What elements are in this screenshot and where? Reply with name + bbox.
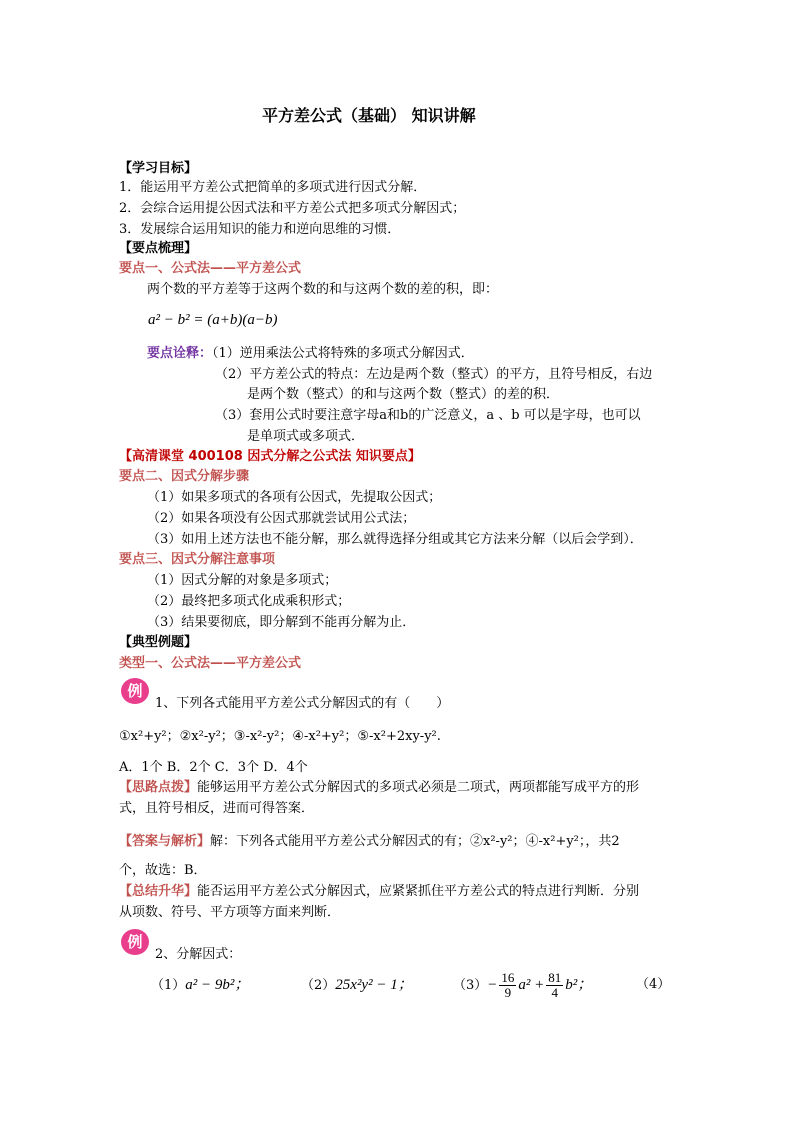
note-label: 要点诠释： (147, 346, 213, 361)
part-term: b²； (565, 977, 593, 993)
examples-header: 【典型例题】 (119, 635, 198, 650)
step-item: （2）如果各项没有公因式那就尝试用公式法； (147, 511, 416, 526)
part-label: （2） (301, 978, 336, 993)
denominator: 9 (504, 985, 512, 1000)
hint-text-b: 式，且符号相反，进而可得答案． (119, 801, 315, 816)
goal-item: 2．会综合运用提公因式法和平方差公式把多项式分解因式； (119, 201, 466, 216)
ex1-items: ①x²+y²；②x²-y²；③-x²-y²；④-x²+y²；⑤-x²+2xy-y². (119, 729, 441, 744)
note-3b: 是单项式或多项式． (247, 429, 365, 444)
summary-line-a (119, 883, 639, 901)
denominator: 4 (551, 985, 559, 1000)
note-1: （1）逆用乘法公式将特殊的多项式分解因式． (212, 346, 474, 361)
answer-label: 【答案与解析】 (119, 834, 211, 849)
summary-text-a: 能否运用平方差公式分解因式，应紧紧抓住平方差公式的特点进行判断．分别 (197, 884, 640, 899)
step-item: （1）如果多项式的各项有公因式，先提取公因式； (147, 490, 442, 505)
point3-title: 要点三、因式分解注意事项 (119, 552, 276, 567)
example-badge: 例 (121, 678, 149, 704)
part-expression: a² − 9b²； (185, 977, 250, 993)
ex1-options: A．1个 B．2个 C．3个 D．4个 (119, 760, 308, 775)
page-title: 平方差公式（基础） 知识讲解 (262, 106, 476, 125)
classroom-link: 【高清课堂 400108 因式分解之公式法 知识要点】 (119, 449, 421, 464)
goal-item: 1．能运用平方差公式把简单的多项式进行因式分解． (119, 180, 427, 195)
ex2-part-4: （4） (636, 977, 671, 992)
ex1-question: 1、下列各式能用平方差公式分解因式的有（ ） (155, 696, 450, 711)
ex2-part-1 (151, 976, 249, 995)
hint-label: 【思路点拨】 (119, 780, 198, 795)
point1-title: 要点一、公式法——平方差公式 (119, 261, 302, 276)
part-term: a² + (518, 977, 545, 993)
numerator: 16 (501, 970, 515, 985)
hint-text-a: 能够运用平方差公式分解因式的多项式必须是二项式，两项都能写成平方的形 (197, 780, 640, 795)
part-label: （1） (151, 978, 186, 993)
step-item: （3）如用上述方法也不能分解，那么就得选择分组或其它方法来分解（以后会学到）． (147, 532, 643, 547)
points-header: 【要点梳理】 (119, 241, 198, 256)
note-2b: 是两个数（整式）的和与这两个数（整式）的差的积． (247, 387, 560, 402)
answer-line-a (119, 833, 620, 851)
note-2a: （2）平方差公式的特点：左边是两个数（整式）的平方，且符号相反，右边 (215, 367, 653, 382)
ex2-question: 2、分解因式： (155, 947, 242, 962)
answer-text-b: 个，故选：B． (119, 863, 207, 878)
ex2-part-3 (453, 966, 592, 1005)
type1-title: 类型一、公式法——平方差公式 (119, 656, 302, 671)
numerator: 81 (548, 970, 562, 985)
fraction (499, 971, 516, 1000)
summary-text-b: 从项数、符号、平方项等方面来判断． (119, 905, 341, 920)
caution-item: （2）最终把多项式化成乘积形式； (147, 594, 351, 609)
fraction (546, 971, 563, 1000)
note-3a: （3）套用公式时要注意字母a和b的广泛意义，a 、b 可以是字母，也可以 (215, 408, 641, 423)
formula: a² − b² = (a+b)(a−b) (148, 312, 278, 328)
note-line-1 (147, 345, 474, 363)
hint-line-a (119, 779, 639, 797)
example-badge: 例 (121, 929, 149, 955)
summary-label: 【总结升华】 (119, 884, 198, 899)
caution-item: （3）结果要彻底，即分解到不能再分解为止． (147, 615, 416, 630)
goals-header: 【学习目标】 (119, 161, 198, 176)
caution-item: （1）因式分解的对象是多项式； (147, 573, 338, 588)
goal-item: 3．发展综合运用知识的能力和逆向思维的习惯． (119, 222, 401, 237)
point1-text: 两个数的平方差等于这两个数的和与这两个数的差的积，即： (147, 282, 499, 297)
point2-title: 要点二、因式分解步骤 (119, 469, 250, 484)
answer-text-a: 解：下列各式能用平方差公式分解因式的有；②x²-y²；④-x²+y²；，共2 (210, 834, 620, 849)
ex2-part-2 (301, 976, 413, 995)
part-label: （3） (453, 978, 488, 993)
part-expression: 25x²y² − 1； (335, 977, 413, 993)
part-sign: − (487, 977, 498, 993)
